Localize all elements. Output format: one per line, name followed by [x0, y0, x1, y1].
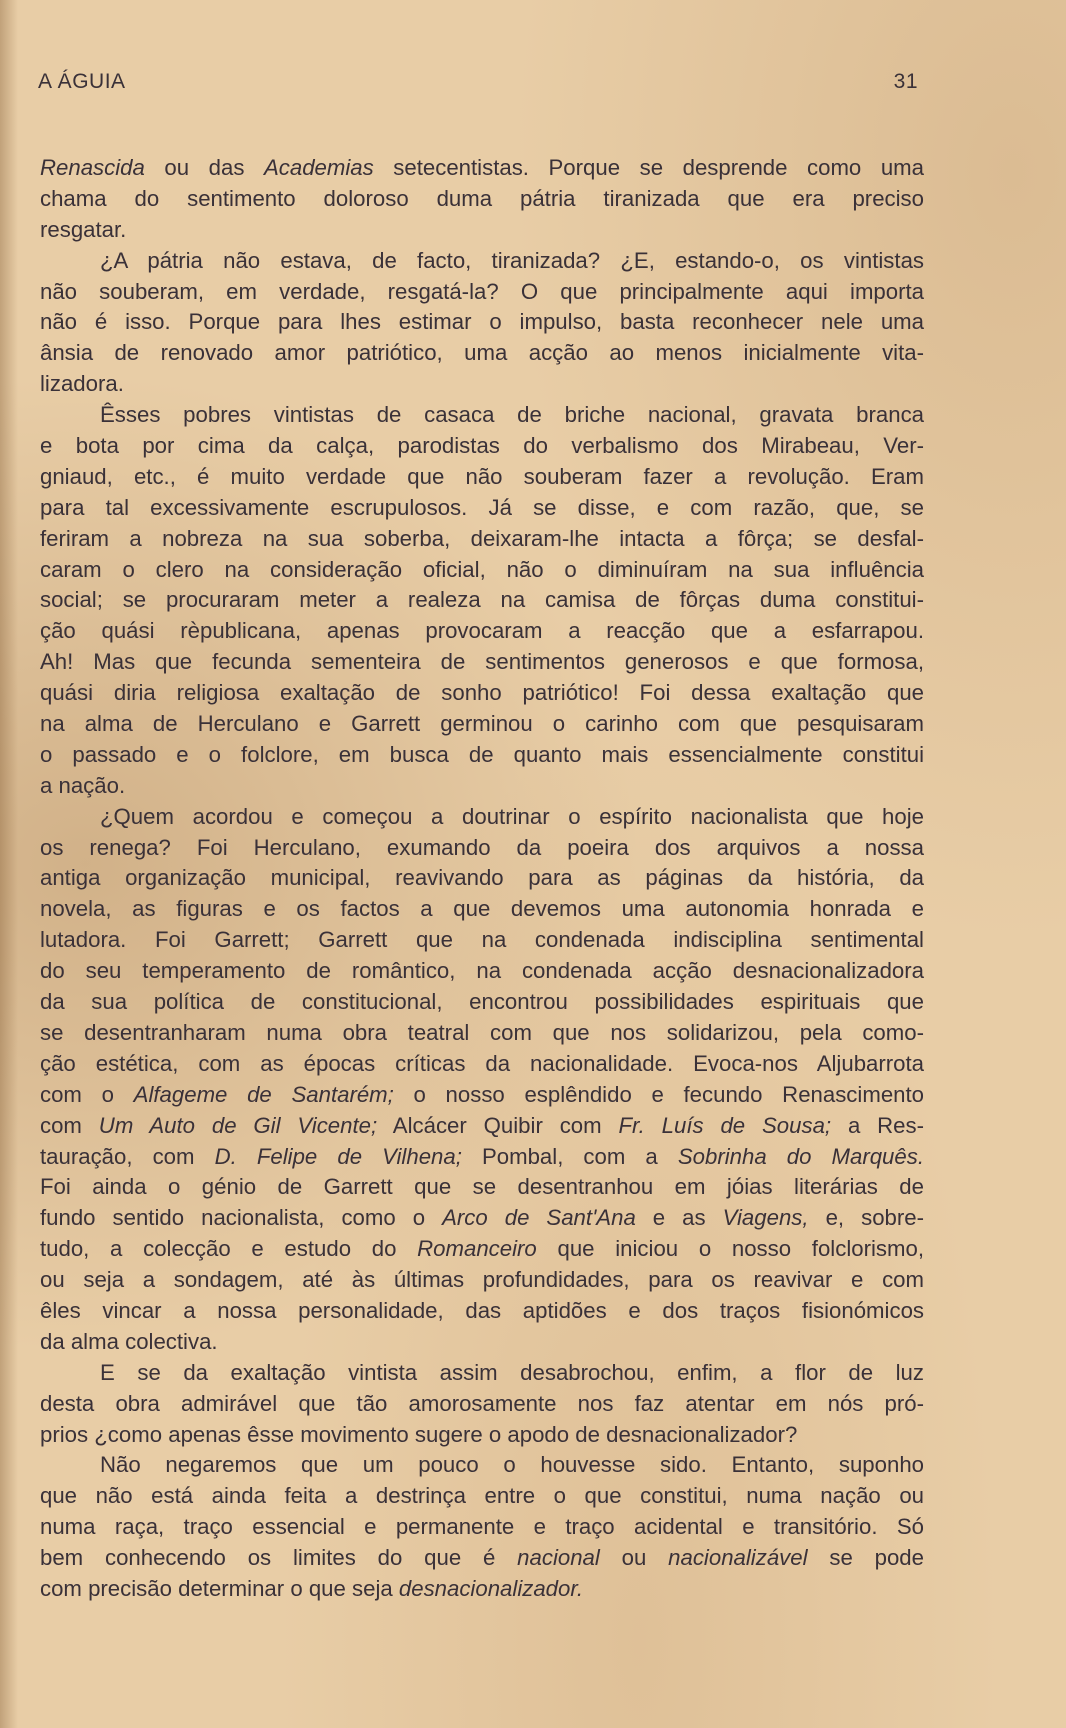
text-line [40, 1358, 924, 1389]
text-span: que iniciou o nosso folclorismo, [536, 1236, 924, 1262]
text-span: na alma de Herculano e Garrett germinou o carinho com que pesquisaram [40, 711, 924, 737]
text-line [40, 1450, 924, 1481]
italic-title-span: Arco de Sant'Ana [442, 1205, 636, 1231]
text-line [40, 338, 924, 369]
page-number: 31 [893, 70, 918, 93]
text-line [40, 153, 924, 184]
text-span: tudo, a colecção e estudo do [40, 1236, 418, 1262]
paragraph [40, 153, 924, 246]
text-span: a Res- [831, 1112, 924, 1138]
text-span: resgatar. [40, 216, 127, 242]
text-span: novela, as figuras e os factos a que devemos uma autonomia honrada e [40, 896, 924, 922]
text-line [40, 740, 924, 771]
text-line [40, 709, 924, 740]
running-title: A ÁGUIA [38, 70, 126, 93]
text-span: não souberam, em verdade, resgatá-la? O que principalmente aqui importa [40, 278, 924, 304]
italic-title-span: Sobrinha do Marquês. [677, 1143, 924, 1169]
text-span: lutadora. Foi Garrett; Garrett que na condenada indisciplina sentimental [40, 927, 924, 953]
text-span: bem conhecendo os limites do que é [40, 1545, 518, 1571]
italic-title-span: nacional [517, 1545, 600, 1571]
italic-title-span: Academias [263, 155, 374, 180]
text-line [40, 555, 924, 586]
text-span: quási diria religiosa exaltação de sonho patriótico! Foi dessa exaltação que [40, 680, 924, 706]
paragraph [40, 802, 924, 1358]
text-span: feriram a nobreza na sua soberba, deixaram-lhe intacta a fôrça; se desfal- [40, 525, 924, 551]
text-line [40, 493, 924, 524]
text-span: êles vincar a nossa personalidade, das aptidões e dos traços fisionómicos [40, 1297, 924, 1323]
text-span: e, sobre- [808, 1205, 924, 1231]
text-line [40, 1420, 924, 1451]
italic-title-span: Fr. Luís de Sousa; [618, 1112, 832, 1138]
text-line [40, 833, 924, 864]
text-line [40, 1512, 924, 1543]
text-span: caram o clero na consideração oficial, não o diminuíram na sua influência [40, 556, 924, 582]
text-line [40, 1543, 924, 1574]
text-span: tauração, com [40, 1143, 215, 1169]
text-line [40, 616, 924, 647]
text-line [40, 678, 924, 709]
text-span: com precisão determinar o que seja [40, 1575, 399, 1601]
text-span: a nação. [40, 772, 126, 798]
italic-title-span: Um Auto de Gil Vicente; [98, 1112, 378, 1138]
text-span: ou seja a sondagem, até às últimas profundidades, para os reavivar e com [40, 1267, 924, 1293]
text-line [40, 462, 924, 493]
text-line [40, 400, 924, 431]
body-text [40, 153, 924, 1605]
text-span: se pode [807, 1545, 924, 1571]
text-span: ção quási rèpublicana, apenas provocaram a reacção que a esfarrapou. [40, 618, 924, 644]
text-span: do seu temperamento de romântico, na condenada acção desnacionalizadora [40, 958, 924, 984]
paragraph [40, 1358, 924, 1451]
text-line [40, 184, 924, 215]
text-line [40, 1574, 924, 1605]
text-line [40, 894, 924, 925]
italic-title-span: D. Felipe de Vilhena; [214, 1143, 462, 1169]
page-spine-shadow [0, 0, 18, 1728]
text-span: com o [40, 1081, 134, 1107]
text-line [40, 1018, 924, 1049]
text-span: ânsia de renovado amor patriótico, uma acção ao menos inicialmente vita- [40, 340, 924, 366]
page-header [38, 70, 918, 102]
text-line [40, 1142, 924, 1173]
text-span: para tal excessivamente escrupulosos. Já se disse, e com razão, que, se [40, 494, 924, 520]
text-span: que não está ainda feita a destrinça entre o que constitui, numa nação ou [40, 1483, 924, 1509]
text-line [40, 431, 924, 462]
text-line [40, 956, 924, 987]
text-span: Não negaremos que um pouco o houvesse sido. Entanto, suponho [100, 1452, 924, 1478]
italic-title-span: desnacionalizador. [398, 1575, 584, 1601]
text-line [40, 246, 924, 277]
text-line [40, 925, 924, 956]
text-span: não é isso. Porque para lhes estimar o impulso, basta reconhecer nele uma [40, 309, 924, 335]
text-span: e bota por cima da calça, parodistas do verbalismo dos Mirabeau, Ver- [40, 433, 924, 459]
text-line [40, 1172, 924, 1203]
text-span: Êsses pobres vintistas de casaca de briche nacional, gravata branca [100, 402, 924, 428]
text-span: da alma colectiva. [40, 1328, 218, 1354]
text-span: ou [599, 1545, 669, 1571]
text-line [40, 1265, 924, 1296]
text-span: ou das [144, 155, 264, 180]
text-span: prios ¿como apenas êsse movimento sugere o apodo de desnacionalizador? [40, 1421, 798, 1447]
text-span: setecentistas. Porque se desprende como uma [373, 155, 924, 180]
italic-title-span: Viagens, [722, 1205, 809, 1231]
text-line [40, 647, 924, 678]
text-span: Ah! Mas que fecunda sementeira de sentimentos generosos e que formosa, [40, 649, 924, 675]
text-span: desta obra admirável que tão amorosamente nos faz atentar em nós pró- [40, 1390, 924, 1416]
text-span: Pombal, com a [461, 1143, 678, 1169]
text-span: o nosso esplêndido e fecundo Renascimento [393, 1081, 924, 1107]
text-line [40, 1049, 924, 1080]
text-line [40, 1111, 924, 1142]
text-span: ção estética, com as épocas críticas da nacionalidade. Evoca-nos Aljubarrota [40, 1050, 924, 1076]
text-line [40, 1296, 924, 1327]
text-line [40, 987, 924, 1018]
text-line [40, 1234, 924, 1265]
italic-title-span: Renascida [40, 155, 145, 180]
text-line [40, 1389, 924, 1420]
text-span: chama do sentimento doloroso duma pátria tiranizada que era preciso [40, 185, 924, 211]
text-line [40, 585, 924, 616]
text-span: ¿A pátria não estava, de facto, tiranizada? ¿E, estando-o, os vintistas [100, 247, 924, 273]
text-line [40, 771, 924, 802]
text-line [40, 802, 924, 833]
paragraph [40, 246, 924, 400]
text-span: E se da exaltação vintista assim desabrochou, enfim, a flor de luz [100, 1359, 924, 1385]
italic-title-span: nacionalizável [668, 1545, 808, 1571]
text-line [40, 1327, 924, 1358]
text-line [40, 307, 924, 338]
text-line [40, 1203, 924, 1234]
text-span: Foi ainda o génio de Garrett que se desentranhou em jóias literárias de [40, 1174, 924, 1200]
text-line [40, 863, 924, 894]
text-span: Alcácer Quibir com [377, 1112, 619, 1138]
text-span: gniaud, etc., é muito verdade que não souberam fazer a revolução. Eram [40, 463, 924, 489]
text-span: antiga organização municipal, reavivando para as páginas da história, da [40, 865, 924, 891]
text-span: social; se procuraram meter a realeza na camisa de fôrças duma constitui- [40, 587, 924, 613]
text-span: ¿Quem acordou e começou a doutrinar o espírito nacionalista que hoje [100, 803, 924, 829]
text-span: fundo sentido nacionalista, como o [40, 1205, 443, 1231]
italic-title-span: Romanceiro [417, 1236, 537, 1262]
text-span: numa raça, traço essencial e permanente e traço acidental e transitório. Só [40, 1514, 924, 1540]
text-span: da sua política de constitucional, encontrou possibilidades espirituais que [40, 989, 924, 1015]
text-span: o passado e o folclore, em busca de quanto mais essencialmente constitui [40, 741, 924, 767]
text-line [40, 1481, 924, 1512]
paragraph [40, 400, 924, 802]
text-span: com [40, 1112, 99, 1138]
text-line [40, 277, 924, 308]
paragraph [40, 1450, 924, 1604]
text-span: os renega? Foi Herculano, exumando da poeira dos arquivos a nossa [40, 834, 924, 860]
text-span: e as [635, 1205, 723, 1231]
text-line [40, 369, 924, 400]
text-span: se desentranharam numa obra teatral com que nos solidarizou, pela como- [40, 1019, 924, 1045]
text-span: lizadora. [40, 371, 124, 397]
italic-title-span: Alfageme de Santarém; [133, 1081, 394, 1107]
text-line [40, 1080, 924, 1111]
text-line [40, 524, 924, 555]
text-line [40, 215, 924, 246]
